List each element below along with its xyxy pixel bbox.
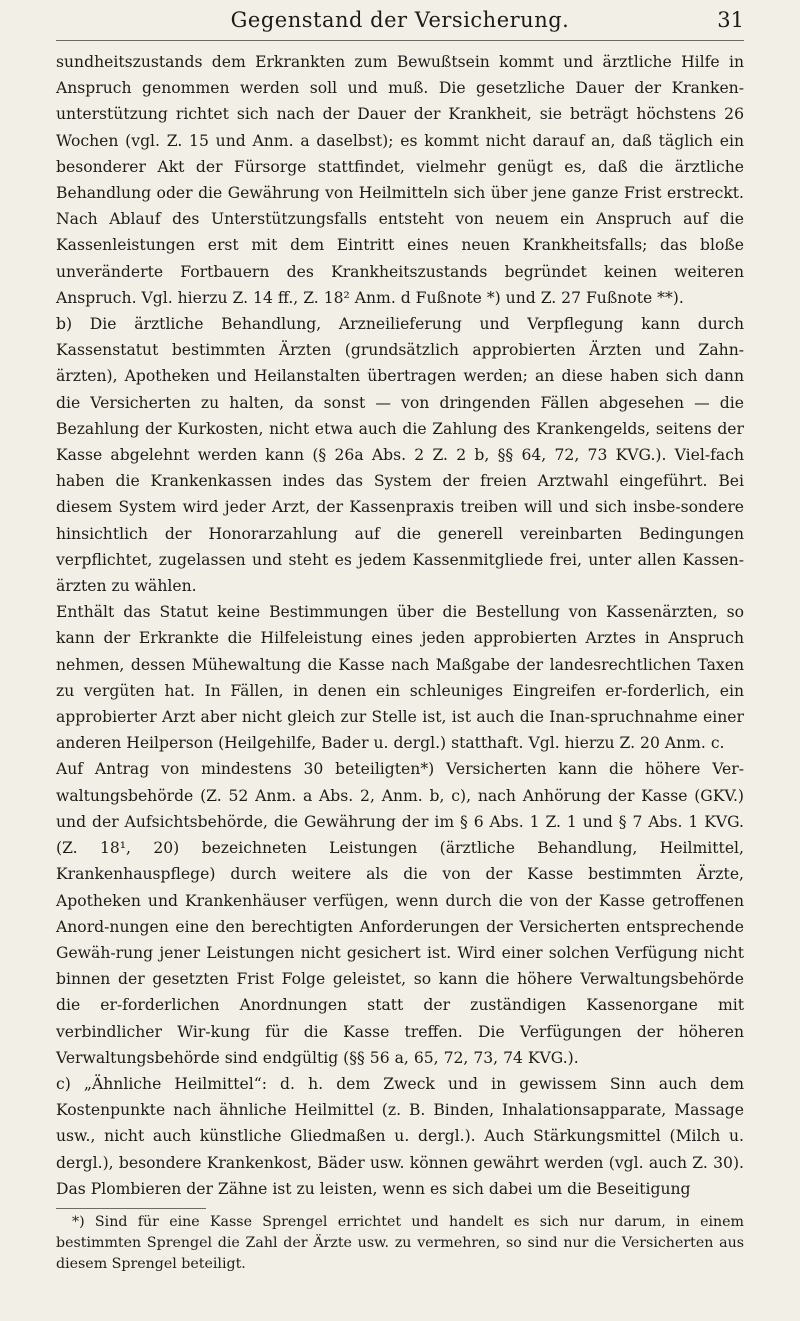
paragraph: Enthält das Statut keine Bestimmungen über die Bestellung von Kassenärzten, so kann der Erkrankte die Hilfeleistung eines jeden approbierten Arztes in Anspruch nehmen, dessen Mühewaltung die Kasse nach Maßgabe der landesrechtlichen Taxen zu vergüten hat. In Fällen, in denen ein schleuniges Eingreifen er-forderlich, ein approbierter Arzt aber nicht gleich zur Stelle ist, ist auch die Inan-spruchnahme einer anderen Heilperson (Heilgehilfe, Bader u. dergl.) statthaft. Vgl. hierzu Z. 20 Anm. c. bbox=[56, 603, 744, 753]
page-number: 31 bbox=[717, 8, 744, 32]
paragraph: b) Die ärztliche Behandlung, Arzneilieferung und Verpflegung kann durch Kassenstatut bestimmten Ärzten (grundsätzlich approbierten Ärzten und Zahn-ärzten), Apotheken und Heilanstalten übertragen werden; an diese haben sich dann die Versicherten zu halten, da sonst — von dringenden Fällen abgesehen — die Bezahlung der Kurkosten, nicht etwa auch die Zahlung des Krankengelds, seitens der Kasse abgelehnt werden kann (§ 26a Abs. 2 Z. 2 b, §§ 64, 72, 73 KVG.). Viel-fach haben die Krankenkassen indes das System der freien Arztwahl eingeführt. Bei diesem System wird jeder Arzt, der Kassenpraxis treiben will und sich insbe-sondere hinsichtlich der Honorarzahlung auf die generell vereinbarten Bedingungen verpflichtet, zugelassen und steht es jedem Kassenmitgliede frei, unter allen Kassen-ärzten zu wählen. bbox=[56, 315, 744, 596]
paragraph: sundheitszustands dem Erkrankten zum Bewußtsein kommt und ärztliche Hilfe in Anspruch genommen werden soll und muß. Die gesetzliche Dauer der Kranken-unterstützung richtet sich nach der Dauer der Krankheit, sie beträgt höchstens 26 Wochen (vgl. Z. 15 und Anm. a daselbst); es kommt nicht darauf an, daß täglich ein besonderer Akt der Fürsorge stattfindet, vielmehr genügt es, daß die ärztliche Behandlung oder die Gewährung von Heilmitteln sich über jene ganze Frist erstreckt. Nach Ablauf des Unterstützungsfalls entsteht von neuem ein Anspruch auf die Kassenleistungen erst mit dem Eintritt eines neuen Krankheitsfalls; das bloße unveränderte Fortbauern des Krankheitszustands begründet keinen weiteren Anspruch. Vgl. hierzu Z. 14 ff., Z. 18² Anm. d Fußnote *) und Z. 27 Fußnote **). bbox=[56, 53, 744, 307]
paragraph: c) „Ähnliche Heilmittel“: d. h. dem Zweck und in gewissem Sinn auch dem Kostenpunkte nach ähnliche Heilmittel (z. B. Binden, Inhalationsapparate, Massage usw., nicht auch künstliche Gliedmaßen u. dergl.). Auch Stärkungsmittel (Milch u. dergl.), besondere Krankenkost, Bäder usw. können gewährt werden (vgl. auch Z. 30). Das Plombieren der Zähne ist zu leisten, wenn es sich dabei um die Beseitigung bbox=[56, 1074, 744, 1198]
running-header bbox=[56, 0, 744, 41]
footnote bbox=[56, 1212, 744, 1275]
paragraph: Auf Antrag von mindestens 30 beteiligten*) Versicherten kann die höhere Ver-waltungsbehörde (Z. 52 Anm. a Abs. 2, Anm. b, c), nach Anhörung der Kasse (GKV.) und der Aufsichtsbehörde, die Gewährung der im § 6 Abs. 1 Z. 1 und § 7 Abs. 1 KVG. (Z. 18¹, 20) bezeichneten Leistungen (ärztliche Behandlung, Heilmittel, Krankenhauspflege) durch weitere als die von der Kasse bestimmten Ärzte, Apotheken und Krankenhäuser verfügen, wenn durch die von der Kasse getroffenen Anord-nungen eine den berechtigten Anforderungen der Versicherten entsprechende Gewäh-rung jener Leistungen nicht gesichert ist. Wird einer solchen Verfügung nicht binnen der gesetzten Frist Folge geleistet, so kann die höhere Verwaltungsbehörde die er-forderlichen Anordnungen statt der zuständigen Kassenorgane mit verbindlicher Wir-kung für die Kasse treffen. Die Verfügungen der höheren Verwaltungsbehörde sind endgültig (§§ 56 a, 65, 72, 73, 74 KVG.). bbox=[56, 760, 744, 1067]
footnote-rule bbox=[56, 1208, 206, 1209]
footnote-text: *) Sind für eine Kasse Sprengel errichtet und handelt es sich nur darum, in einem bestimmten Sprengel die Zahl der Ärzte usw. zu vermehren, so sind nur die Versicherten aus diesem Sprengel beteiligt. bbox=[56, 1213, 744, 1272]
running-title: Gegenstand der Versicherung. bbox=[230, 8, 570, 32]
main-text bbox=[56, 49, 744, 1202]
